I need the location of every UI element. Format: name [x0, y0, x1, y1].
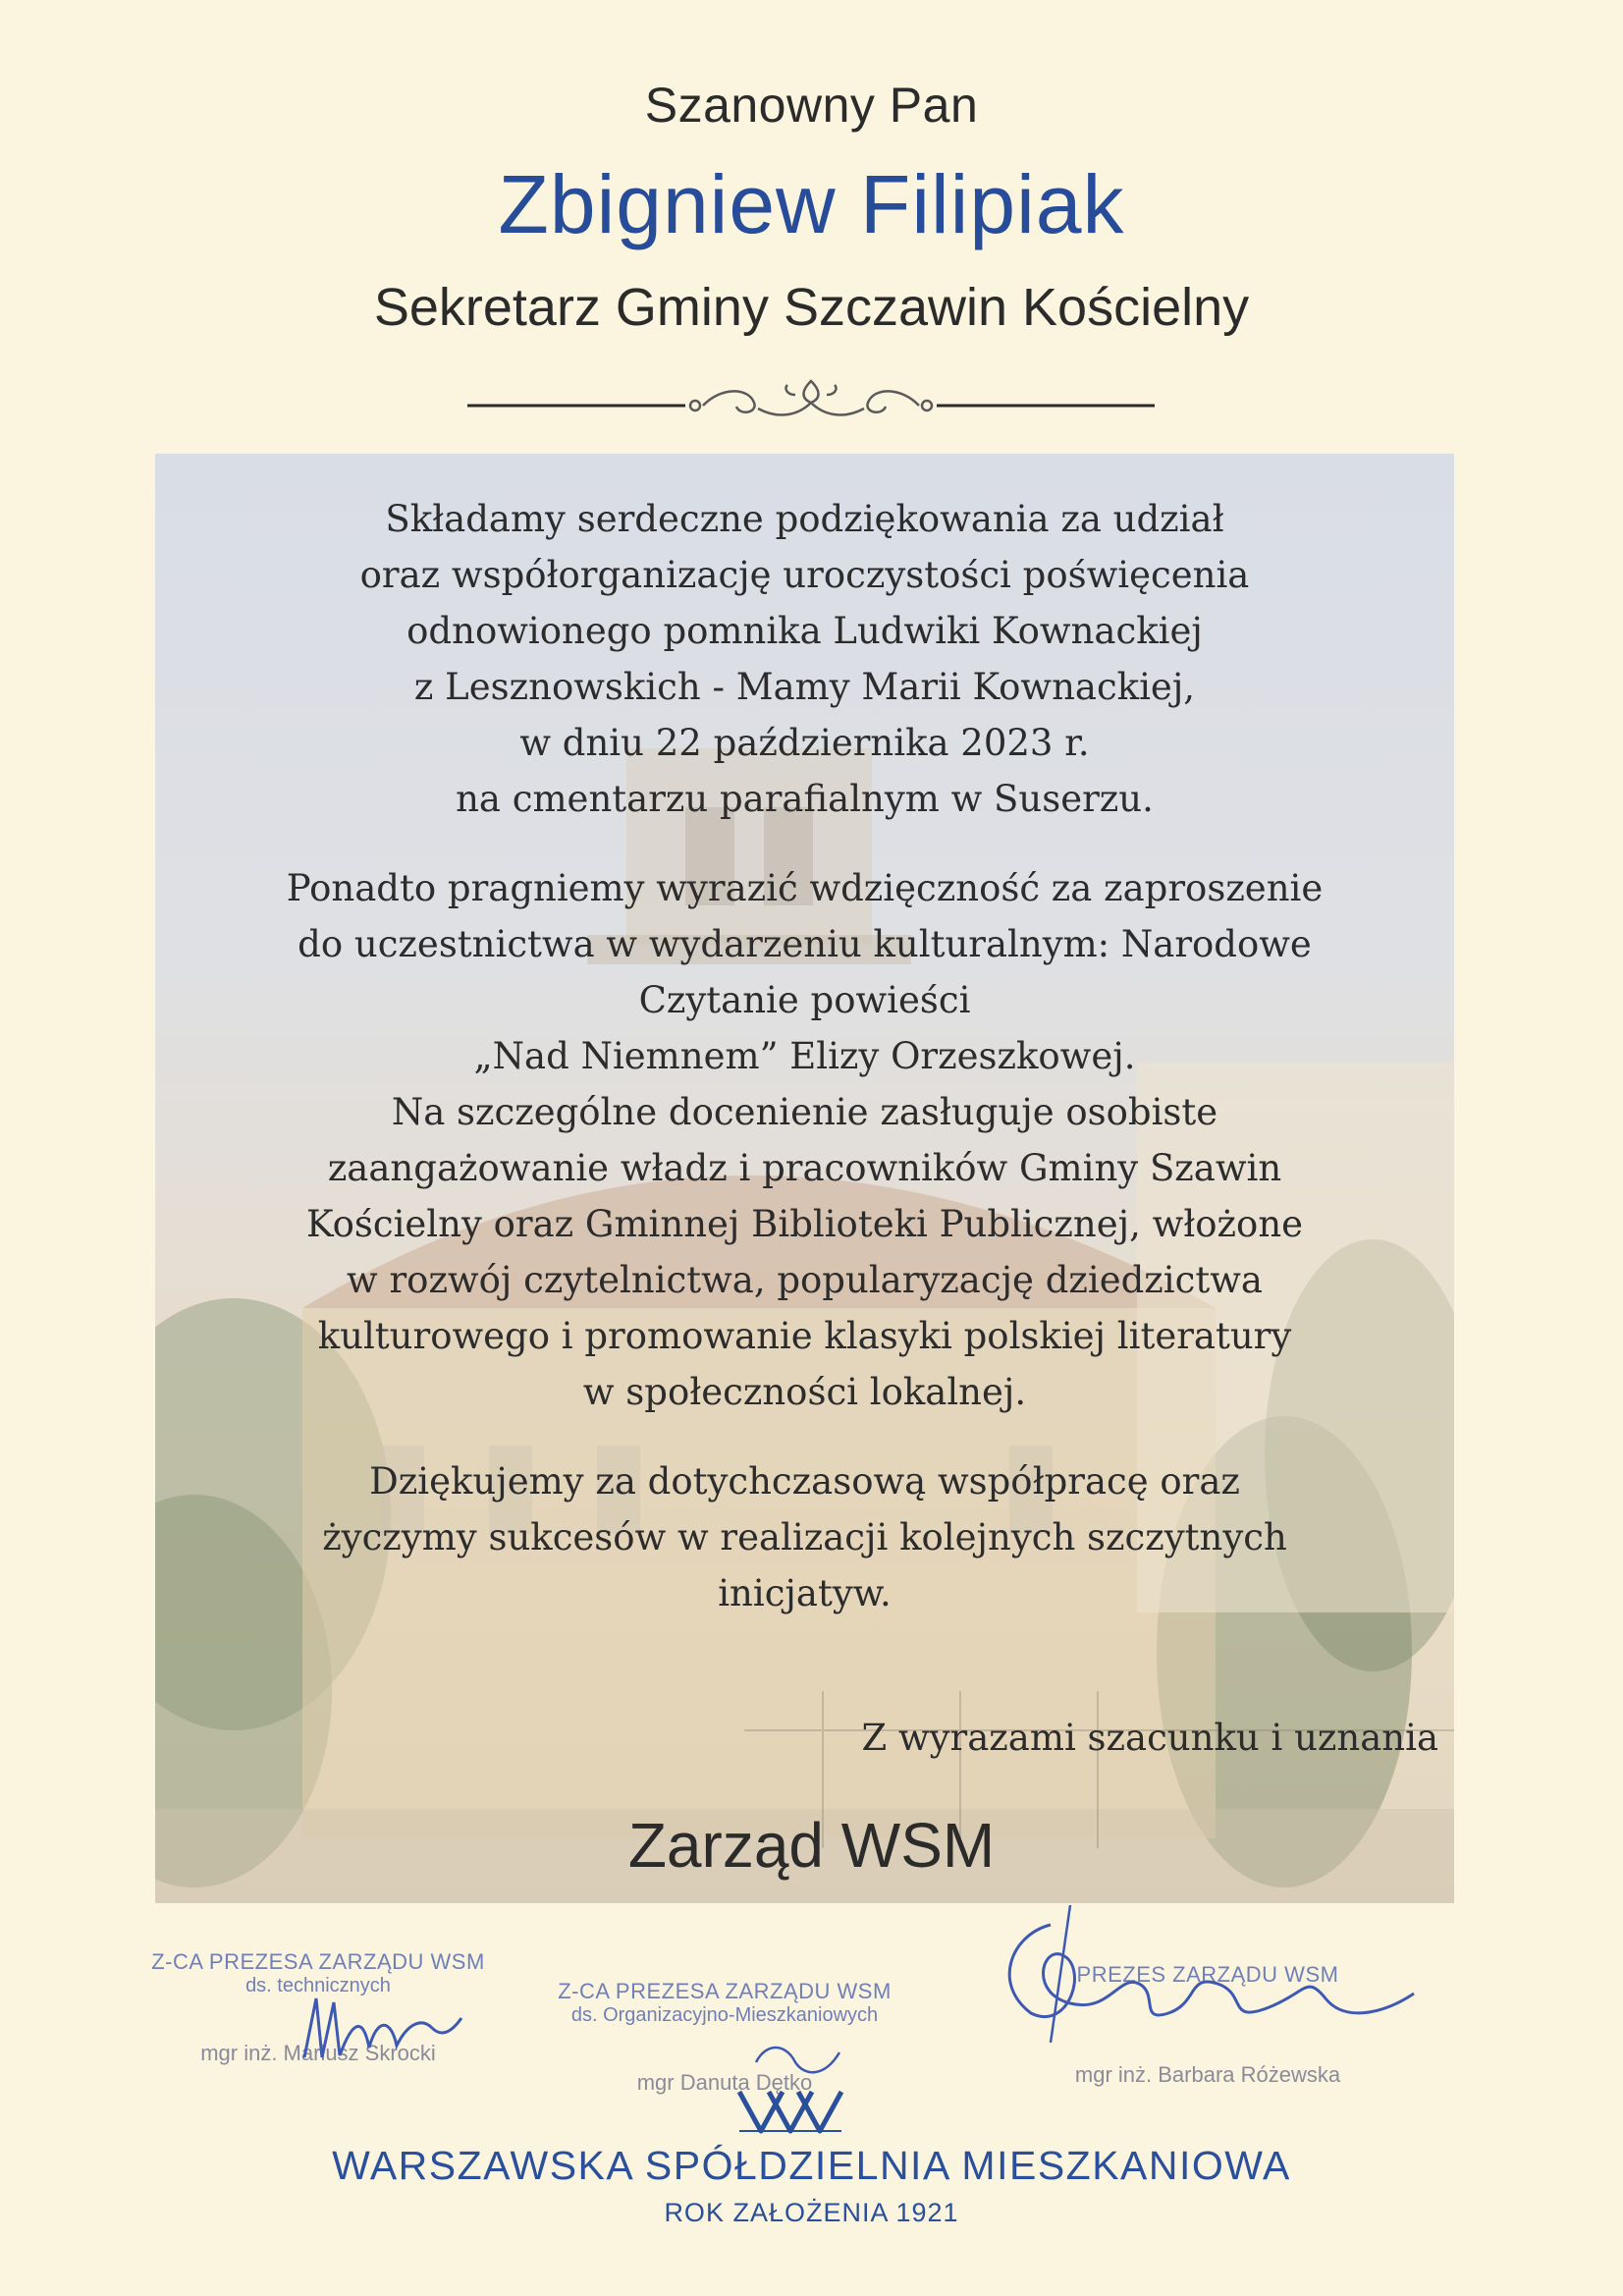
stamp-vice-president-organizational: [538, 1979, 911, 2096]
text-line: „Nad Niemnem” Elizy Orzeszkowej.: [473, 1035, 1136, 1077]
letter-body: [155, 491, 1454, 1621]
text-line: Na szczególne docenienie zasługuje osobiste: [391, 1091, 1218, 1133]
stamp-subtitle: ds. technicznych: [245, 1975, 391, 1996]
text-line: odnowionego pomnika Ludwiki Kownackiej: [406, 610, 1203, 652]
handwritten-signature: [972, 1905, 1424, 2052]
text-line: życzymy sukcesów w realizacji kolejnych szczytnych: [322, 1516, 1287, 1558]
stamp-subtitle: ds. Organizacyjno-Mieszkaniowych: [570, 2004, 879, 2026]
closing-phrase: Z wyrazami szacunku i uznania: [861, 1717, 1438, 1759]
stamp-name: mgr inż. Barbara Różewska: [1074, 2062, 1341, 2087]
stamp-name: mgr Danuta Dętko: [636, 2070, 813, 2095]
text-line: zaangażowanie władz i pracowników Gminy Szawin: [327, 1147, 1282, 1189]
text-line: Składamy serdeczne podziękowania za udział: [385, 498, 1224, 540]
recipient-position: Sekretarz Gminy Szczawin Kościelny: [373, 278, 1250, 337]
text-line: w społeczności lokalnej.: [582, 1371, 1027, 1413]
founded-year: ROK ZAŁOŻENIA 1921: [664, 2198, 959, 2227]
stamp-name: mgr inż. Mariusz Skrocki: [200, 2041, 436, 2065]
paragraph-gratitude: [155, 860, 1454, 1420]
stamp-title: Z-CA PREZESA ZARZĄDU WSM: [151, 1949, 485, 1974]
ornamental-divider: [467, 373, 1155, 422]
text-line: Kościelny oraz Gminnej Biblioteki Publicznej, włożone: [305, 1203, 1304, 1245]
stamp-title: PREZES ZARZĄDU WSM: [1076, 1962, 1339, 1987]
text-line: Czytanie powieści: [638, 979, 971, 1021]
text-line: kulturowego i promowanie klasyki polskiej literatury: [317, 1315, 1292, 1357]
text-line: Ponadto pragniemy wyrazić wdzięczność za zaproszenie: [286, 867, 1324, 909]
text-line: Dziękujemy za dotychczasową współpracę oraz: [369, 1460, 1240, 1503]
wsm-logo-icon: [731, 2082, 849, 2141]
salutation: Szanowny Pan: [644, 78, 979, 133]
paragraph-wishes: [155, 1453, 1454, 1621]
signatory-board: Zarząd WSM: [627, 1810, 996, 1881]
handwritten-signature: [295, 1989, 471, 2067]
text-line: w rozwój czytelnictwa, popularyzację dziedzictwa: [347, 1259, 1263, 1301]
paragraph-thanks: [155, 491, 1454, 827]
handwritten-signature: [746, 2033, 854, 2082]
text-line: inicjatyw.: [718, 1572, 892, 1614]
text-line: z Lesznowskich - Mamy Marii Kownackiej,: [413, 666, 1196, 708]
recipient-name: Zbigniew Filipiak: [498, 158, 1125, 250]
organization-name: WARSZAWSKA SPÓŁDZIELNIA MIESZKANIOWA: [332, 2143, 1291, 2188]
text-line: w dniu 22 października 2023 r.: [519, 722, 1090, 764]
stamp-title: Z-CA PREZESA ZARZĄDU WSM: [558, 1979, 892, 2003]
text-line: oraz współorganizację uroczystości poświęcenia: [359, 554, 1250, 596]
text-line: do uczestnictwa w wydarzeniu kulturalnym: Narodowe: [298, 923, 1312, 965]
text-line: na cmentarzu parafialnym w Suserzu.: [456, 778, 1154, 820]
